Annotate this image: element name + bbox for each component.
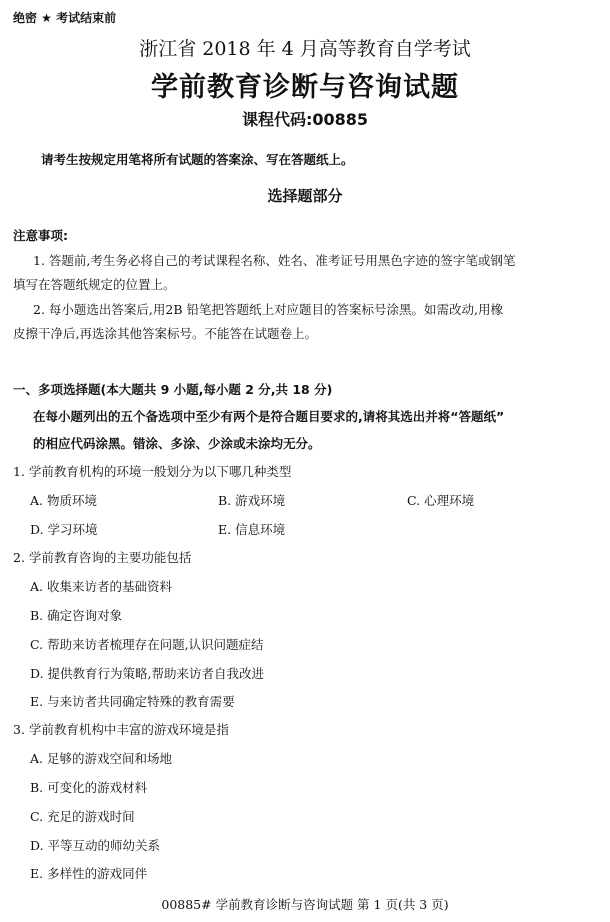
question-2-stem: 2. 学前教育咨询的主要功能包括 <box>13 550 192 565</box>
question-3-stem: 3. 学前教育机构中丰富的游戏环境是指 <box>13 722 229 737</box>
section-desc-line-2: 的相应代码涂黑。错涂、多涂、少涂或未涂均无分。 <box>33 436 321 451</box>
question-1-stem: 1. 学前教育机构的环境一般划分为以下哪几种类型 <box>13 464 292 479</box>
course-code: 课程代码:00885 <box>241 110 369 129</box>
question-1-option-e: E. 信息环境 <box>218 522 286 537</box>
question-2-option-a: A. 收集来访者的基础资料 <box>30 579 172 594</box>
question-3-option-d: D. 平等互动的师幼关系 <box>30 838 161 853</box>
part-title: 选择题部分 <box>267 187 343 205</box>
question-3-option-e: E. 多样性的游戏同伴 <box>30 866 148 881</box>
question-3-option-a: A. 足够的游戏空间和场地 <box>30 751 172 766</box>
general-instruction: 请考生按规定用笔将所有试题的答案涂、写在答题纸上。 <box>41 152 354 167</box>
secret-mark: 绝密 ★ 考试结束前 <box>13 11 117 25</box>
section-desc-line-1: 在每小题列出的五个备选项中至少有两个是符合题目要求的,请将其选出并将“答题纸” <box>33 409 505 424</box>
question-1-option-a: A. 物质环境 <box>30 493 97 508</box>
question-2-option-e: E. 与来访者共同确定特殊的教育需要 <box>30 694 235 709</box>
question-1-option-b: B. 游戏环境 <box>218 493 286 508</box>
exam-title: 浙江省 2018 年 4 月高等教育自学考试 <box>139 38 471 60</box>
page-footer: 00885# 学前教育诊断与咨询试题 第 1 页(共 3 页) <box>161 897 449 912</box>
question-1-option-c: C. 心理环境 <box>407 493 475 508</box>
note-1-line-1: 1. 答题前,考生务必将自己的考试课程名称、姓名、准考证号用黑色字迹的签字笔或钢笔 <box>33 253 516 268</box>
section-title: 一、多项选择题(本大题共 9 小题,每小题 2 分,共 18 分) <box>13 382 333 397</box>
question-3-option-c: C. 充足的游戏时间 <box>30 809 135 824</box>
question-3-option-b: B. 可变化的游戏材料 <box>30 780 148 795</box>
question-1-option-d: D. 学习环境 <box>30 522 98 537</box>
question-2-option-b: B. 确定咨询对象 <box>30 608 123 623</box>
note-1-line-2: 填写在答题纸规定的位置上。 <box>13 277 176 292</box>
note-2-line-2: 皮擦干净后,再选涂其他答案标号。不能答在试题卷上。 <box>13 326 317 341</box>
notes-title: 注意事项: <box>13 228 68 243</box>
question-2-option-d: D. 提供教育行为策略,帮助来访者自我改进 <box>30 666 264 681</box>
question-2-option-c: C. 帮助来访者梳理存在问题,认识问题症结 <box>30 637 264 652</box>
note-2-line-1: 2. 每小题选出答案后,用2B 铅笔把答题纸上对应题目的答案标号涂黑。如需改动,用橡 <box>33 302 503 317</box>
subject-title: 学前教育诊断与咨询试题 <box>151 72 459 103</box>
